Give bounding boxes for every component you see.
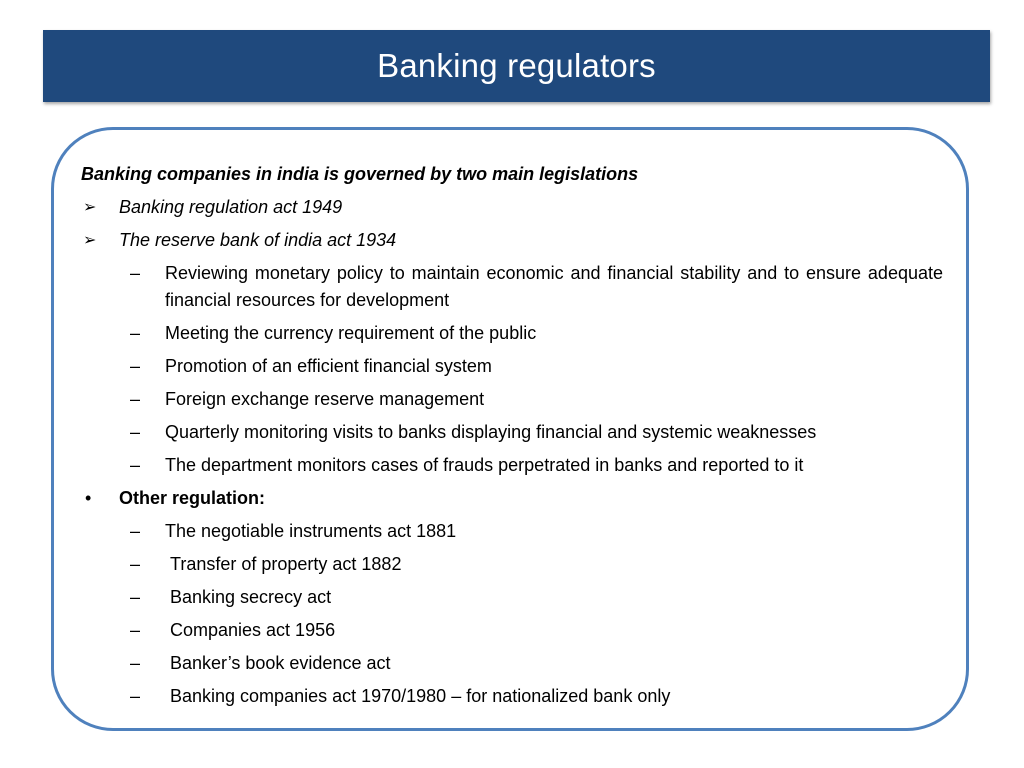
other-regulation-label: Transfer of property act 1882: [170, 554, 402, 574]
rbi-function-item: [81, 383, 943, 416]
rbi-function-label: Quarterly monitoring visits to banks displaying financial and systemic weaknesses: [165, 422, 817, 442]
dash-bullet-icon: –: [130, 554, 141, 574]
arrow-bullet-icon: ➢: [83, 199, 97, 216]
rbi-function-label: Meeting the currency requirement of the public: [165, 323, 537, 343]
rbi-function-label: Reviewing monetary policy to maintain economic and financial stability and to ensure adequate financial resources for development: [165, 263, 943, 310]
rbi-function-item: [81, 449, 943, 482]
slide-title-bar: [43, 30, 990, 102]
other-regulation-item: [81, 647, 943, 680]
other-regulation-heading: Other regulation:: [119, 488, 266, 508]
dash-bullet-icon: –: [130, 653, 141, 673]
rbi-function-item: [81, 257, 943, 317]
slide-title: Banking regulators: [377, 47, 656, 84]
rbi-function-label: Promotion of an efficient financial system: [165, 356, 492, 376]
dash-bullet-icon: –: [130, 422, 141, 442]
legislation-label: Banking regulation act 1949: [119, 197, 343, 217]
other-regulation-label: Banker’s book evidence act: [170, 653, 391, 673]
other-regulation-label: Banking secrecy act: [170, 587, 332, 607]
round-bullet-icon: •: [85, 488, 92, 508]
dash-bullet-icon: –: [130, 455, 141, 475]
other-regulation-item: [81, 581, 943, 614]
dash-bullet-icon: –: [130, 356, 141, 376]
slide-body: [81, 158, 943, 713]
dash-bullet-icon: –: [130, 389, 141, 409]
legislation-item: [81, 224, 943, 257]
dash-bullet-icon: –: [130, 686, 141, 706]
other-regulation-heading-item: [81, 482, 943, 515]
other-regulation-item: [81, 515, 943, 548]
body-heading: Banking companies in india is governed by two main legislations: [81, 164, 639, 184]
dash-bullet-icon: –: [130, 620, 141, 640]
other-regulation-item: [81, 614, 943, 647]
rbi-function-item: [81, 416, 943, 449]
dash-bullet-icon: –: [130, 587, 141, 607]
rbi-function-item: [81, 350, 943, 383]
rbi-function-label: The department monitors cases of frauds perpetrated in banks and reported to it: [165, 455, 804, 475]
other-regulation-item: [81, 680, 943, 713]
dash-bullet-icon: –: [130, 521, 141, 541]
rbi-function-label: Foreign exchange reserve management: [165, 389, 485, 409]
other-regulation-item: [81, 548, 943, 581]
legislation-label: The reserve bank of india act 1934: [119, 230, 397, 250]
rbi-function-item: [81, 317, 943, 350]
arrow-bullet-icon: ➢: [83, 232, 97, 249]
other-regulation-label: Banking companies act 1970/1980 – for nationalized bank only: [170, 686, 671, 706]
dash-bullet-icon: –: [130, 323, 141, 343]
other-regulation-label: The negotiable instruments act 1881: [165, 521, 457, 541]
other-regulation-label: Companies act 1956: [170, 620, 336, 640]
dash-bullet-icon: –: [130, 263, 141, 283]
legislation-item: [81, 191, 943, 224]
